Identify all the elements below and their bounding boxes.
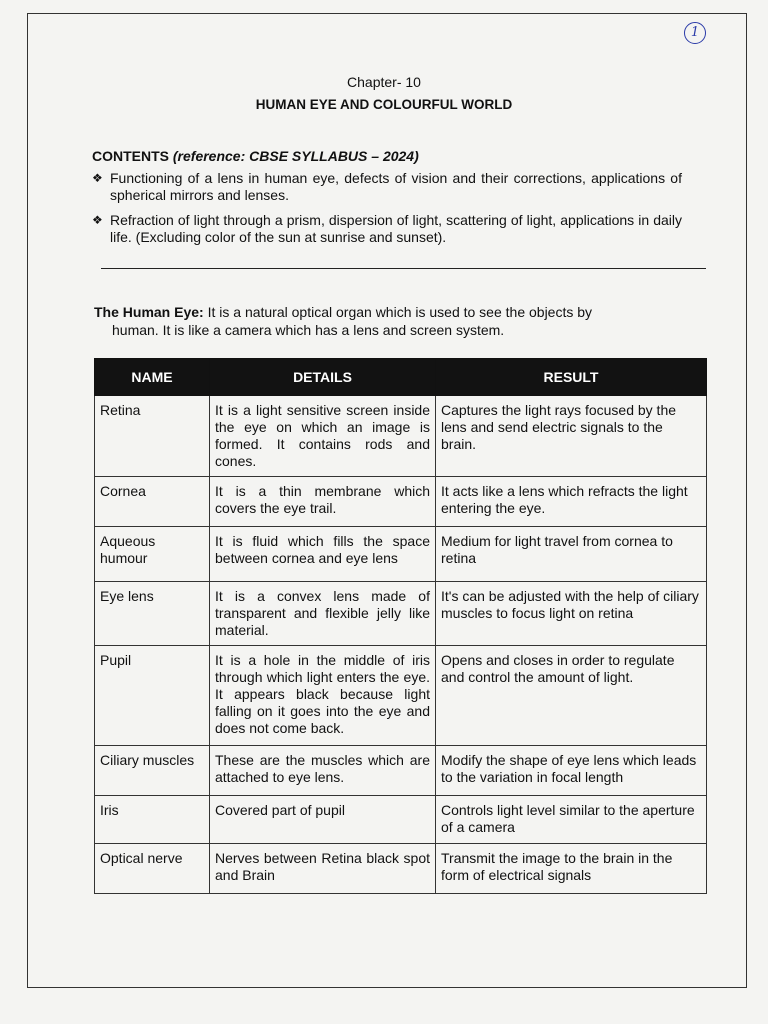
cell-details: It is a hole in the middle of iris through which light enters the eye. It appears black because light falling on it goes into the eye and does not come back. [210,646,436,746]
contents-label: CONTENTS [92,148,169,164]
cell-details: These are the muscles which are attached to eye lens. [210,746,436,796]
table-row [95,582,707,646]
eye-parts-table [94,358,707,894]
table-row [95,746,707,796]
cell-details: It is a light sensitive screen inside the eye on which an image is formed. It contains rods and cones. [210,396,436,477]
table-row [95,396,707,477]
human-eye-intro [94,303,684,339]
table-row [95,477,707,527]
cell-name: Iris [95,796,210,844]
cell-details: It is a thin membrane which covers the eye trail. [210,477,436,527]
table-header-row [95,359,707,396]
cell-result: Opens and closes in order to regulate and control the amount of light. [436,646,707,746]
cell-result: It's can be adjusted with the help of ciliary muscles to focus light on retina [436,582,707,646]
cell-details: It is a convex lens made of transparent and flexible jelly like material. [210,582,436,646]
table-row [95,796,707,844]
header-result: RESULT [436,359,707,396]
contents-reference: (reference: CBSE SYLLABUS – 2024) [172,148,419,164]
cell-name: Aqueous humour [95,527,210,582]
cell-result: Modify the shape of eye lens which leads to the variation in focal length [436,746,707,796]
intro-line-1: It is a natural optical organ which is used to see the objects by [207,304,593,320]
cell-result: Captures the light rays focused by the lens and send electric signals to the brain. [436,396,707,477]
list-item [92,212,682,246]
table-row [95,646,707,746]
list-item [92,170,682,204]
cell-name: Ciliary muscles [95,746,210,796]
section-divider [101,268,706,269]
cell-name: Cornea [95,477,210,527]
cell-details: Nerves between Retina black spot and Brain [210,844,436,894]
contents-heading [92,148,419,164]
cell-name: Retina [95,396,210,477]
cell-result: Medium for light travel from cornea to retina [436,527,707,582]
list-item-text: Refraction of light through a prism, dispersion of light, scattering of light, applications in daily life. (Excluding color of the sun at sunrise and sunset). [110,212,682,245]
header-details: DETAILS [210,359,436,396]
chapter-title: HUMAN EYE AND COLOURFUL WORLD [255,97,513,112]
contents-list [92,170,682,254]
intro-term: The Human Eye: [94,304,204,320]
cell-result: Transmit the image to the brain in the form of electrical signals [436,844,707,894]
list-item-text: Functioning of a lens in human eye, defects of vision and their corrections, applications of spherical mirrors and lenses. [110,170,682,203]
intro-line-2: human. It is like a camera which has a lens and screen system. [112,322,505,338]
diamond-bullet-icon: ❖ [92,171,103,185]
table-row [95,527,707,582]
header-name: NAME [95,359,210,396]
table-row [95,844,707,894]
cell-name: Pupil [95,646,210,746]
cell-result: It acts like a lens which refracts the light entering the eye. [436,477,707,527]
cell-details: Covered part of pupil [210,796,436,844]
chapter-label: Chapter- 10 [347,74,421,90]
cell-name: Eye lens [95,582,210,646]
diamond-bullet-icon: ❖ [92,213,103,227]
cell-details: It is fluid which fills the space between cornea and eye lens [210,527,436,582]
page-number: 1 [684,22,706,44]
cell-name: Optical nerve [95,844,210,894]
cell-result: Controls light level similar to the aperture of a camera [436,796,707,844]
